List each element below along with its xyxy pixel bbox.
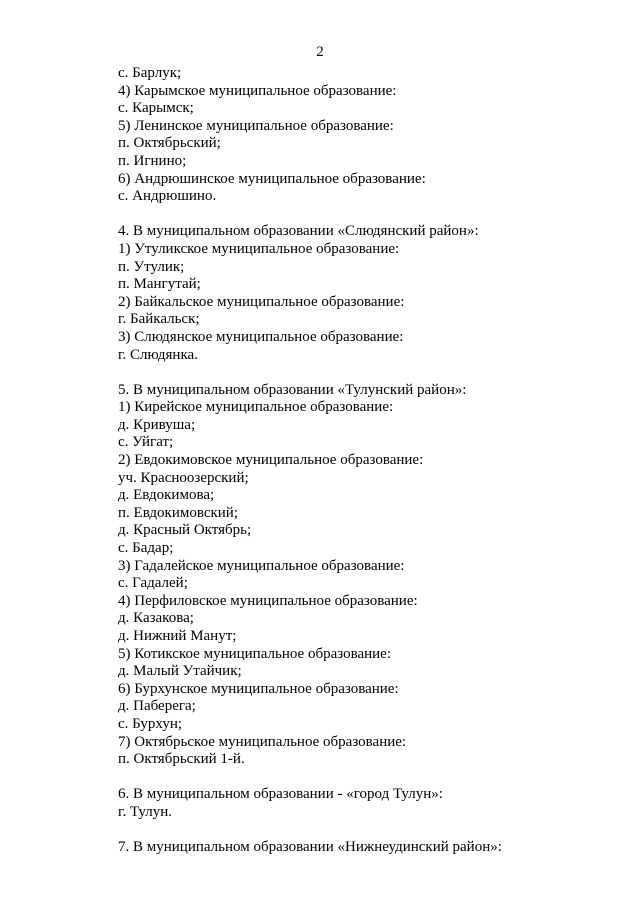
- document-line: 2) Евдокимовское муниципальное образование:: [118, 452, 424, 469]
- document-body: [118, 65, 618, 857]
- section-continuation: [118, 65, 618, 206]
- section-6: [118, 786, 618, 821]
- section-heading: 4. В муниципальном образовании «Слюдянский район»:: [118, 223, 479, 240]
- document-line: г. Слюдянка.: [118, 346, 198, 363]
- document-line: с. Гадалей;: [118, 575, 188, 592]
- section-5: [118, 382, 618, 769]
- document-line: с. Уйгат;: [118, 434, 174, 451]
- document-line: 1) Кирейское муниципальное образование:: [118, 399, 394, 416]
- document-line: д. Кривуша;: [118, 416, 196, 433]
- document-line: д. Казакова;: [118, 610, 194, 627]
- document-line: д. Малый Утайчик;: [118, 663, 242, 680]
- document-line: п. Евдокимовский;: [118, 504, 238, 521]
- section-heading: 5. В муниципальном образовании «Тулунский район»:: [118, 381, 467, 398]
- document-line: с. Бадар;: [118, 540, 174, 557]
- section-7: [118, 839, 618, 857]
- document-line: с. Барлук;: [118, 65, 182, 81]
- document-line: г. Байкальск;: [118, 311, 200, 328]
- document-line: д. Красный Октябрь;: [118, 522, 252, 539]
- document-line: д. Паберега;: [118, 698, 196, 715]
- document-line: п. Мангутай;: [118, 276, 201, 293]
- document-line: 4) Карымское муниципальное образование:: [118, 82, 397, 99]
- document-line: с. Андрюшино.: [118, 188, 217, 205]
- document-line: 7) Октябрьское муниципальное образование:: [118, 733, 407, 750]
- paragraph-gap: [118, 822, 618, 840]
- document-line: уч. Красноозерский;: [118, 469, 249, 486]
- document-line: г. Тулун.: [118, 803, 172, 820]
- paragraph-gap: [118, 769, 618, 787]
- document-line: 4) Перфиловское муниципальное образование:: [118, 592, 418, 609]
- page-number: 2: [316, 44, 324, 60]
- document-line: с. Бурхун;: [118, 715, 183, 732]
- section-heading: 7. В муниципальном образовании «Нижнеудинский район»:: [118, 839, 502, 856]
- document-line: п. Игнино;: [118, 152, 187, 169]
- document-line: д. Евдокимова;: [118, 487, 215, 504]
- document-line: с. Карымск;: [118, 100, 194, 117]
- document-line: 3) Гадалейское муниципальное образование:: [118, 557, 405, 574]
- document-line: 3) Слюдянское муниципальное образование:: [118, 328, 404, 345]
- section-heading: 6. В муниципальном образовании - «город Тулун»:: [118, 786, 443, 803]
- paragraph-gap: [118, 206, 618, 224]
- document-line: 2) Байкальское муниципальное образование:: [118, 293, 405, 310]
- document-line: 5) Котикское муниципальное образование:: [118, 645, 391, 662]
- document-line: 5) Ленинское муниципальное образование:: [118, 117, 394, 134]
- section-4: [118, 223, 618, 364]
- paragraph-gap: [118, 364, 618, 382]
- document-line: п. Утулик;: [118, 258, 185, 275]
- document-line: 1) Утуликское муниципальное образование:: [118, 240, 400, 257]
- document-line: д. Нижний Манут;: [118, 628, 237, 644]
- document-line: 6) Андрюшинское муниципальное образование:: [118, 170, 426, 187]
- document-line: п. Октябрьский 1-й.: [118, 751, 245, 768]
- document-line: 6) Бурхунское муниципальное образование:: [118, 680, 399, 697]
- document-line: п. Октябрьский;: [118, 135, 221, 152]
